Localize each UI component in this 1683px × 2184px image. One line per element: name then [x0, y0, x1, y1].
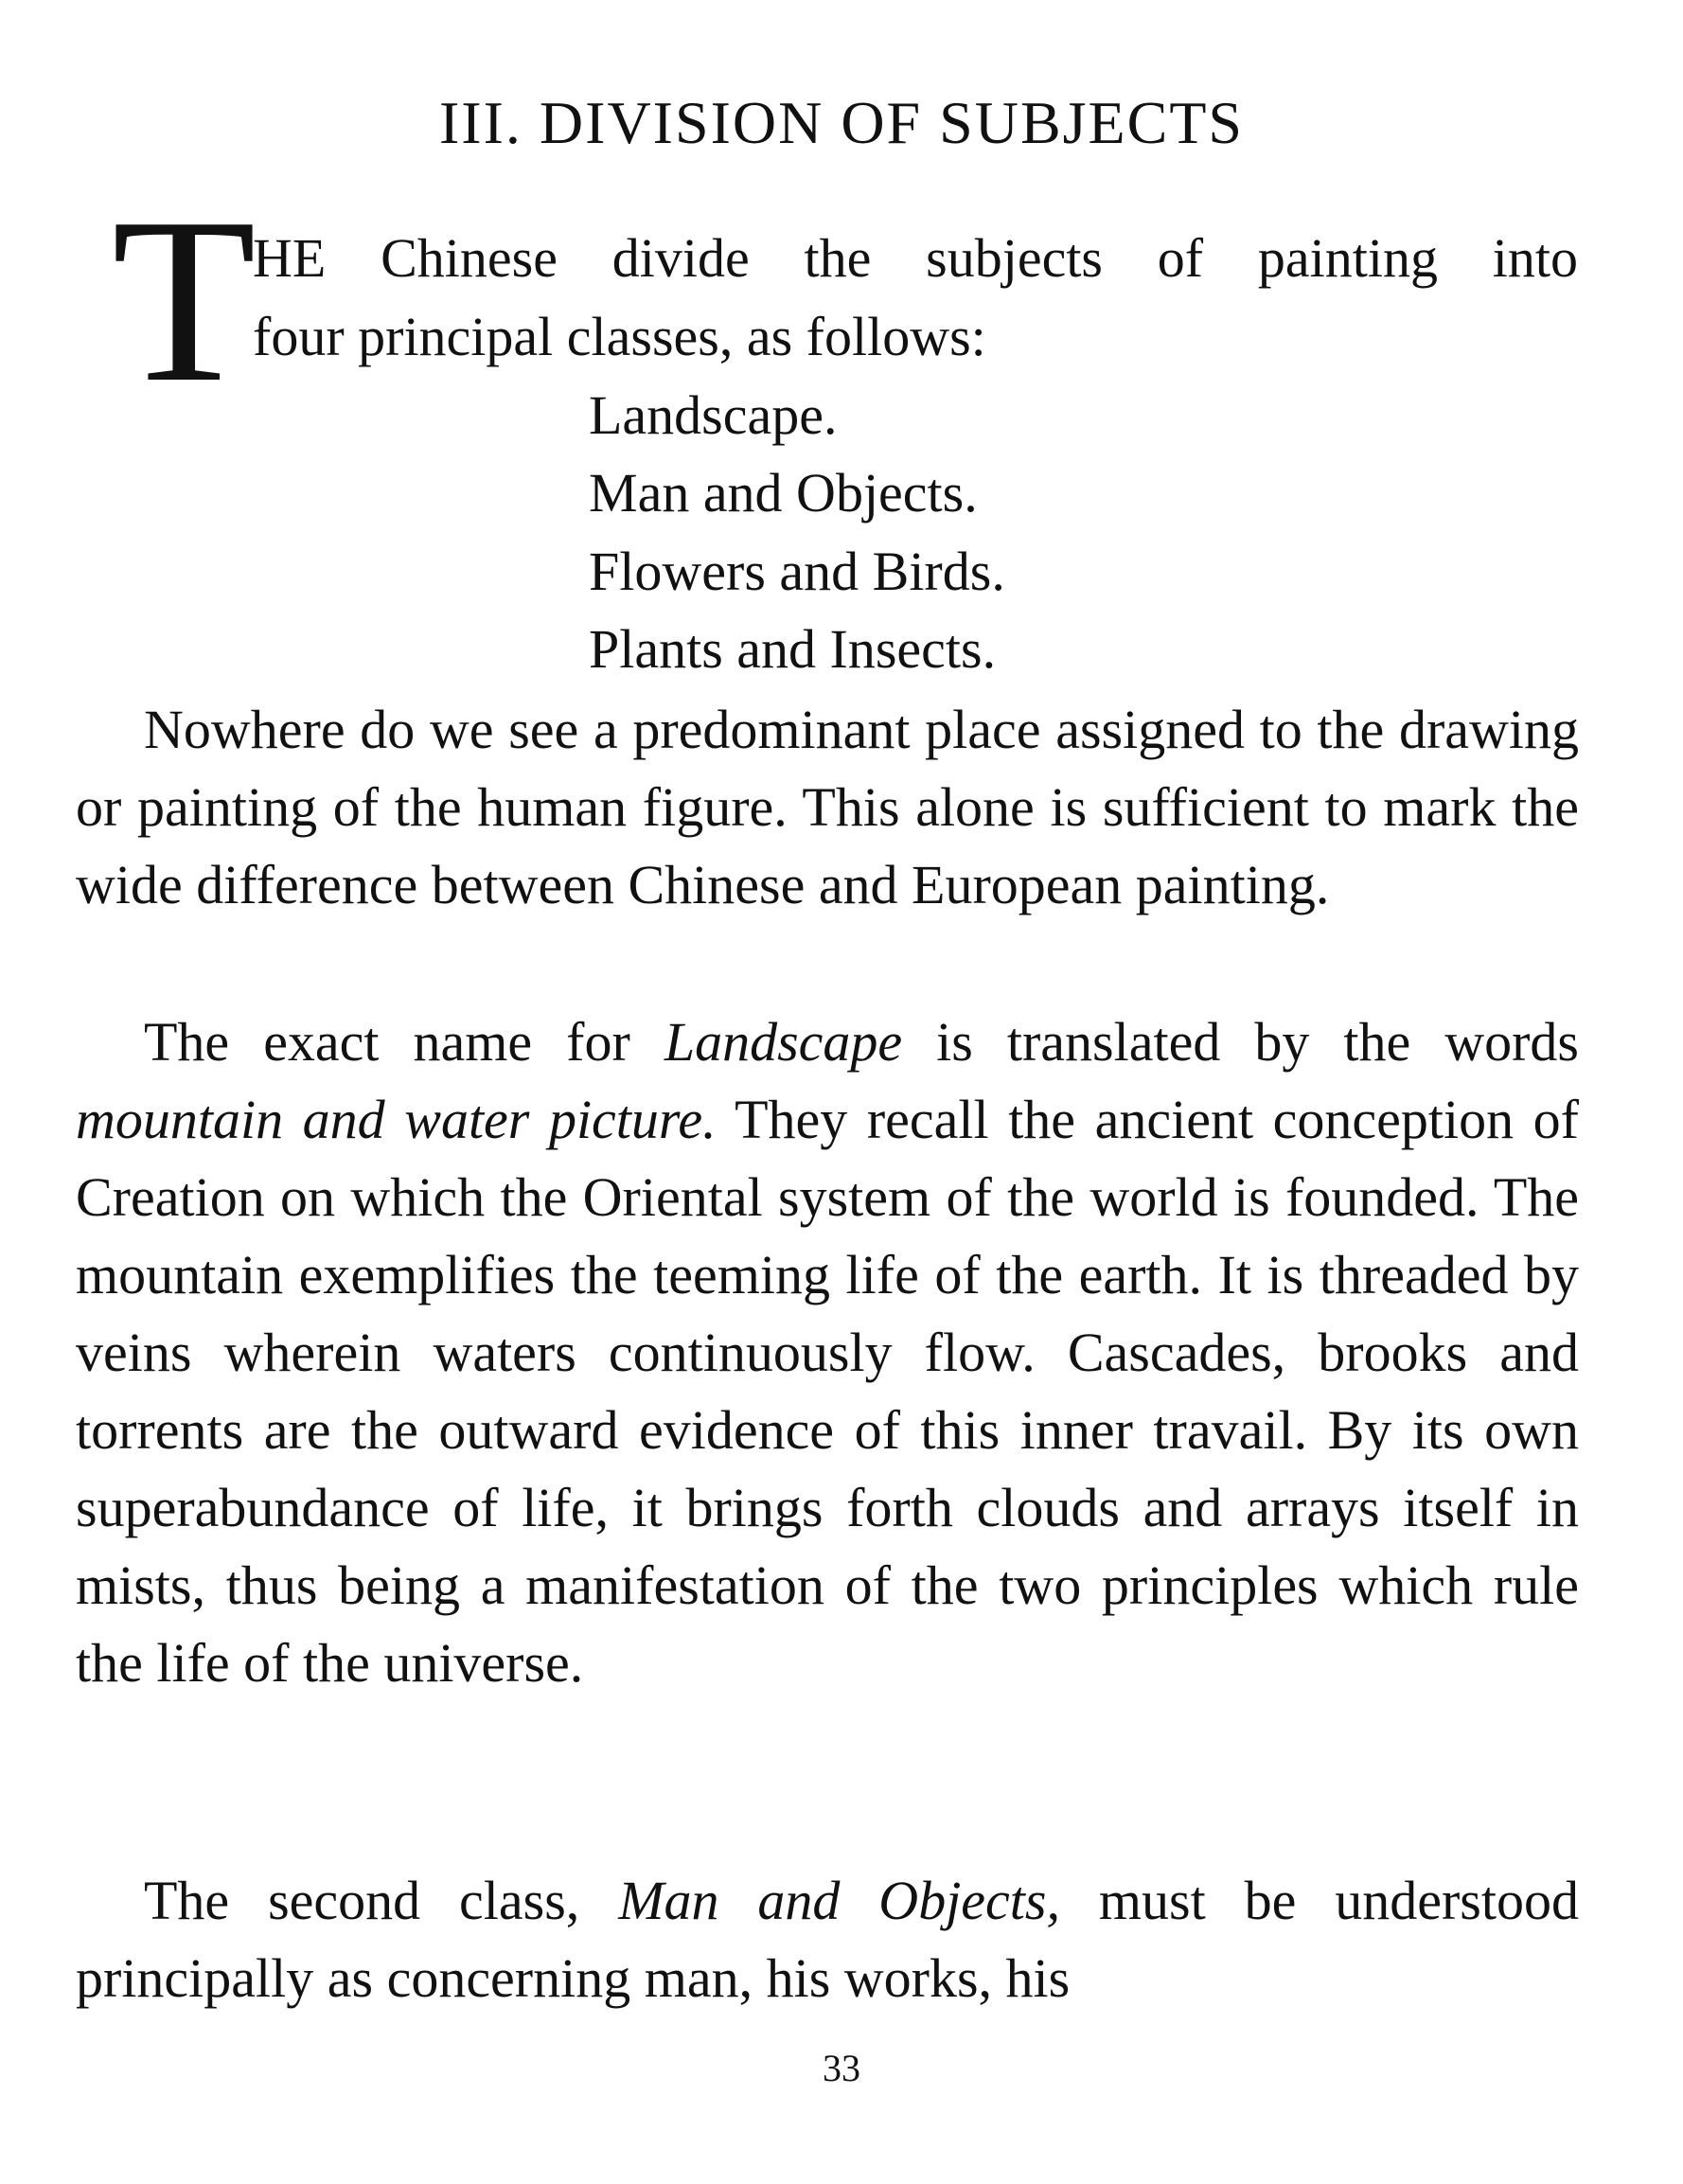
class-item-man-and-objects: Man and Objects. [589, 462, 978, 524]
class-item-plants-and-insects: Plants and Insects. [589, 618, 997, 680]
class-item-flowers-and-birds: Flowers and Birds. [589, 541, 1005, 602]
paragraph-human-figure: Nowhere do we see a predominant place assigned to the drawing or painting of the human figure. This alone is sufficient to mark the wide difference between Chinese and European painting. [76, 699, 1579, 915]
drop-cap-letter: T [112, 169, 257, 432]
paragraph-man-and-objects [76, 1862, 1579, 2017]
paragraph-landscape-text-3: They recall the ancient conception of Creation on which the Oriental system of the world is founded. The mountain exemplifies the teeming life of the earth. It is threaded by veins wherein waters continuously flow. Cascades, brooks and torrents are the outward evidence of this inner travail. By its own superabundance of life, it brings forth clouds and arrays itself in mists, thus being a manifestation of the two principles which rule the life of the universe. [76, 1089, 1579, 1694]
intro-line-2: four principal classes, as follows: [253, 306, 986, 367]
paragraph-landscape [76, 1003, 1579, 1702]
intro-line-1: HE Chinese divide the subjects of painting into [253, 227, 1578, 289]
paragraph-man-text-1: The second class, [144, 1870, 619, 1931]
paragraph-landscape-text-2: is translated by the words [902, 1011, 1579, 1073]
paragraph-man-italic-1: Man and Objects, [618, 1870, 1060, 1931]
chapter-title: III. DIVISION OF SUBJECTS [438, 89, 1245, 156]
class-item-landscape: Landscape. [589, 384, 838, 446]
paragraph-landscape-italic-2: mountain and water picture. [76, 1089, 717, 1150]
page-number: 33 [823, 2047, 860, 2089]
paragraph-landscape-italic-1: Landscape [664, 1011, 903, 1073]
paragraph-landscape-text-1: The exact name for [144, 1011, 664, 1073]
paragraph-man-text-2: must be understood principally as concerning man, his works, his [76, 1870, 1579, 2009]
